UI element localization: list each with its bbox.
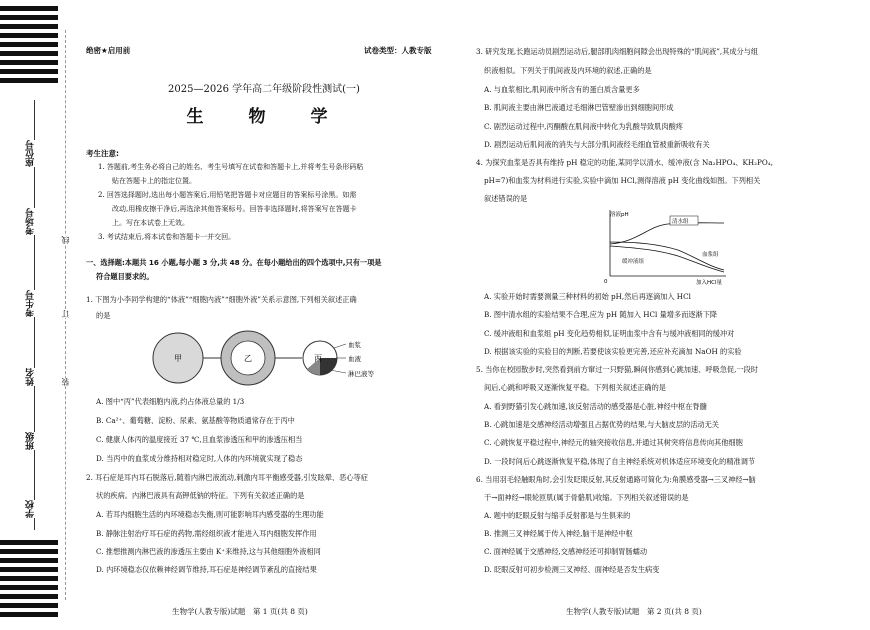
school-field[interactable]: 学校 (26, 500, 36, 518)
series-buffer-label: 缓冲液组 (622, 259, 645, 265)
q2-option-d[interactable]: D. 内环境稳态仅依赖神经调节维持,耳石症是神经调节紊乱的直接结果 (96, 565, 317, 574)
label-bing: 丙 (314, 354, 322, 363)
class-field[interactable]: 班级 (26, 432, 36, 450)
q3-option-c[interactable]: C. 剧烈运动过程中,丙酮酸在肌间液中转化为乳酸导致肌肉酸疼 (484, 122, 683, 131)
q6-stem: 6. 当用羽毛轻触眼角时,会引发眨眼反射,其反射通路可简化为:角膜感受器→三叉神经→脑 (476, 475, 756, 484)
page-footer-right: 生物学(人教专版)试题 第 2 页(共 8 页) (566, 607, 702, 616)
leader-line (334, 344, 346, 348)
label-plasma: 血浆 (348, 341, 361, 349)
q4-option-c[interactable]: C. 缓冲液组和血浆组 pH 变化趋势相似,证明血浆中含有与缓冲液相同的缓冲对 (484, 329, 735, 338)
q5-option-b[interactable]: B. 心跳加速是交感神经活动增强且占据优势的结果,与大脑皮层的活动无关 (484, 420, 719, 429)
q6-stem: 干→面神经→眼轮匝肌(属于骨骼肌)收缩。下列相关叙述错误的是 (484, 493, 689, 502)
section-heading-line: 符合题目要求的。 (96, 272, 154, 281)
q1-option-d[interactable]: D. 当丙中的血浆成分维持相对稳定时,人体的内环境就实现了稳态 (96, 454, 303, 463)
seal-char-zhuang: 装 (61, 378, 70, 386)
binding-strip (0, 0, 78, 630)
section-heading (86, 256, 442, 284)
q5-option-d[interactable]: D. 一段时间后心跳逐渐恢复平稳,体现了自主神经系统对机体适应环境变化的精准调节 (484, 457, 756, 466)
note-line: 2. 回答选择题时,选出每小题答案后,用铅笔把答题卡对应题目的答案标号涂黑。如需 (98, 191, 357, 199)
q4-stem: 4. 为探究血浆是否具有维持 pH 稳定的功能,某同学以清水、缓冲液(含 Na₂HPO₄、KH₂PO₄, (476, 158, 773, 167)
barcode-bars-top (0, 6, 58, 87)
label-jia: 甲 (174, 354, 182, 363)
q5-option-a[interactable]: A. 看到野猫引发心跳加速,该反射活动的感受器是心脏,神经中枢在脊髓 (484, 402, 707, 411)
q3-stem: 织液相似。下列关于肌间液及内环境的叙述,正确的是 (484, 66, 652, 75)
chart-xlabel: 加入HCl量 (696, 280, 723, 286)
q1-stem: 1. 下图为小李同学构建的“体液”“细胞内液”“细胞外液”关系示意图,下列相关叙述正确 (86, 295, 357, 304)
q1-option-b[interactable]: B. Ca²⁺、葡萄糖、淀粉、尿素、氨基酸等物质通常存在于丙中 (96, 416, 295, 425)
exam-type-label: 试卷类型：人教专版 (364, 46, 432, 55)
q1-stem: 的是 (96, 311, 111, 320)
q1-option-a[interactable]: A. 图中“丙”代表细胞内液,约占体液总量的 1/3 (96, 397, 245, 406)
q6-option-a[interactable]: A. 题中的眨眼反射与缩手反射都是与生俱来的 (484, 511, 631, 520)
series-water-label: 清水组 (672, 219, 689, 225)
label-yi: 乙 (244, 354, 252, 363)
body-fluid-diagram (150, 328, 380, 388)
series-plasma-label: 血浆组 (702, 252, 719, 258)
confidential-label: 绝密★启用前 (86, 46, 131, 55)
q4-stem: 叙述错误的是 (484, 194, 528, 203)
section-heading-line: 一、选择题:本题共 16 小题,每小题 3 分,共 48 分。在每小题给出的四个选项中,只有一项是 (86, 258, 382, 267)
student-number-field[interactable]: 考生号 (26, 290, 36, 317)
subject-title: 生 物 学 (186, 107, 342, 127)
leader-line (330, 370, 346, 373)
q1-option-c[interactable]: C. 健康人体丙的温度接近 37 ℃,且血浆渗透压和甲的渗透压相当 (96, 435, 303, 444)
q2-option-a[interactable]: A. 若耳内细胞生活的内环境稳态失衡,则可能影响耳内感受器的生理功能 (96, 510, 324, 519)
label-lymph: 淋巴液等 (348, 370, 374, 378)
q5-stem: 间后,心跳和呼吸又逐渐恢复平稳。下列相关叙述正确的是 (484, 383, 666, 392)
exam-title: 2025—2026 学年高二年级阶段性测试(一) (168, 84, 360, 95)
q6-option-d[interactable]: D. 眨眼反射可初步检测三叉神经、面神经是否发生病变 (484, 565, 660, 574)
seal-char-ding: 订 (61, 310, 70, 318)
note-line: 改动,用橡皮擦干净后,再选涂其他答案标号。回答非选择题时,将答案写在答题卡 (112, 205, 357, 213)
q3-option-b[interactable]: B. 肌间液主要由淋巴液通过毛细淋巴管壁渗出到细胞间形成 (484, 103, 674, 112)
q2-option-c[interactable]: C. 推想推测内淋巴液的渗透压主要由 K⁺来维持,这与其他细胞外液相同 (96, 547, 321, 556)
seat-number-field[interactable]: 座位号 (26, 140, 36, 167)
q3-option-d[interactable]: D. 剧烈运动后肌间液的消失与大部分肌间液经毛细血管被重新吸收有关 (484, 140, 710, 149)
q2-stem: 2. 耳石症是耳内耳石脱落后,随着内淋巴液流动,刺激内耳平衡感受器,引发眩晕、恶心等症 (86, 473, 368, 482)
note-line: 3. 考试结束后,将本试卷和答题卡一并交回。 (98, 233, 236, 241)
page-footer-left: 生物学(人教专版)试题 第 1 页(共 8 页) (172, 607, 308, 616)
chart-origin: 0 (604, 279, 608, 285)
q3-option-a[interactable]: A. 与血浆相比,肌间液中所含有的蛋白质含量更多 (484, 85, 640, 94)
series-water-line (610, 223, 724, 244)
q2-option-b[interactable]: B. 静脉注射治疗耳石症的药物,需经组织液才能进入耳内细胞发挥作用 (96, 529, 317, 538)
note-line: 贴在答题卡上的指定位置。 (112, 177, 196, 185)
q4-stem: pH=7)和血浆为材料进行实验,实验中滴加 HCl,测得溶液 pH 变化曲线如图。下列相关 (484, 176, 761, 185)
circle-bing-segment (320, 358, 337, 375)
q3-stem: 3. 研究发现,长跑运动员剧烈运动后,腿部肌肉细胞间隙会出现特殊的“肌间液”,其成分与组 (476, 47, 759, 56)
q2-stem: 状的疾病。内淋巴液具有高钾低钠的特征。下列有关叙述正确的是 (96, 491, 305, 500)
barcode-bars-bottom (0, 540, 58, 621)
ph-chart (598, 206, 738, 286)
q5-option-c[interactable]: C. 心跳恢复平稳过程中,神经元的轴突接收信息,并通过其树突将信息传向其他细胞 (484, 438, 743, 447)
q4-option-d[interactable]: D. 根据该实验的实验目的判断,若要使该实验更完善,还应补充滴加 NaOH 的实验 (484, 347, 742, 356)
note-line: 1. 答题前,考生务必将自己的姓名、考生号填写在试卷和答题卡上,并将考生号条形码粘 (98, 163, 364, 171)
q6-option-c[interactable]: C. 面神经属于交感神经,交感神经还可抑制胃肠蠕动 (484, 547, 648, 556)
q4-option-a[interactable]: A. 实验开始时需要测量三种材料的初始 pH,然后再逐滴加入 HCl (484, 292, 691, 301)
note-line: 上。写在本试卷上无效。 (112, 219, 189, 227)
name-field[interactable]: 姓名 (26, 368, 36, 386)
q6-option-b[interactable]: B. 推测三叉神经属于传入神经,脑干是神经中枢 (484, 529, 633, 538)
notes-heading: 考生注意: (86, 149, 119, 158)
label-blood: 血液 (348, 355, 361, 363)
q5-stem: 5. 当你在校园散步时,突然看到前方窜过一只野猫,瞬间你感到心跳加速、呼吸急促,一段时 (476, 365, 758, 374)
chart-ylabel: 溶液pH (610, 212, 629, 218)
seal-char-xian: 线 (61, 236, 70, 244)
exam-room-field[interactable]: 考场号 (26, 208, 36, 235)
q4-option-b[interactable]: B. 图中清水组的实验结果不合理,应为 pH 随加入 HCl 量增多而逐渐下降 (484, 310, 718, 319)
